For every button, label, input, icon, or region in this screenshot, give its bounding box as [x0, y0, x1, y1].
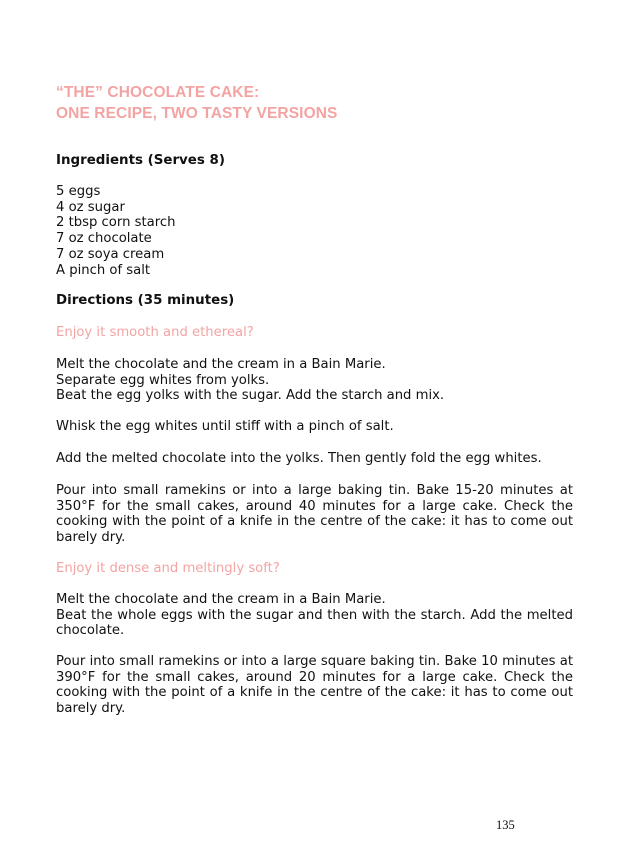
version-2-step-2: Pour into small ramekins or into a large square baking tin. Bake 10 minutes at 390°F for the small cakes, around 20 minutes for a large cake. Check the cooking with the point of a knife in the centre of the cake: it has to come out barely dry.: [56, 654, 573, 717]
step-line: Beat the whole eggs with the sugar and then with the starch. Add the melted chocolate.: [56, 607, 573, 639]
step-line: Beat the egg yolks with the sugar. Add the starch and mix.: [56, 388, 445, 404]
version-2-step-1: [56, 592, 573, 639]
ingredient-item: 7 oz soya cream: [56, 246, 165, 262]
step-line: Melt the chocolate and the cream in a Bain Marie.: [56, 592, 386, 607]
step-line: Melt the chocolate and the cream in a Bain Marie.: [56, 357, 386, 372]
version-1-step-1: [56, 357, 573, 404]
ingredient-item: A pinch of salt: [56, 262, 151, 278]
version-1-step-3: Add the melted chocolate into the yolks. Then gently fold the egg whites.: [56, 451, 542, 466]
version-2-subheading: Enjoy it dense and meltingly soft?: [56, 561, 280, 576]
recipe-title: [56, 82, 337, 124]
page-number: 135: [496, 818, 515, 832]
recipe-page: [56, 0, 573, 866]
ingredient-item: 5 eggs: [56, 184, 101, 199]
ingredient-item: 7 oz chocolate: [56, 231, 152, 247]
version-1-subheading: Enjoy it smooth and ethereal?: [56, 325, 254, 340]
ingredient-item: 4 oz sugar: [56, 199, 125, 215]
directions-heading: Directions (35 minutes): [56, 293, 235, 308]
ingredients-list: [56, 184, 175, 278]
recipe-title-line-2: ONE RECIPE, TWO TASTY VERSIONS: [56, 105, 338, 122]
ingredient-item: 2 tbsp corn starch: [56, 215, 176, 231]
step-line: Separate egg whites from yolks.: [56, 372, 270, 388]
recipe-title-line-1: “THE” CHOCOLATE CAKE:: [56, 84, 260, 101]
version-1-step-2: Whisk the egg whites until stiff with a pinch of salt.: [56, 419, 394, 434]
version-1-step-4: Pour into small ramekins or into a large baking tin. Bake 15-20 minutes at 350°F for the small cakes, around 40 minutes for a large cake. Check the cooking with the point of a knife in the centre of the cake: it has to come out barely dry.: [56, 483, 573, 546]
ingredients-heading: Ingredients (Serves 8): [56, 153, 225, 168]
